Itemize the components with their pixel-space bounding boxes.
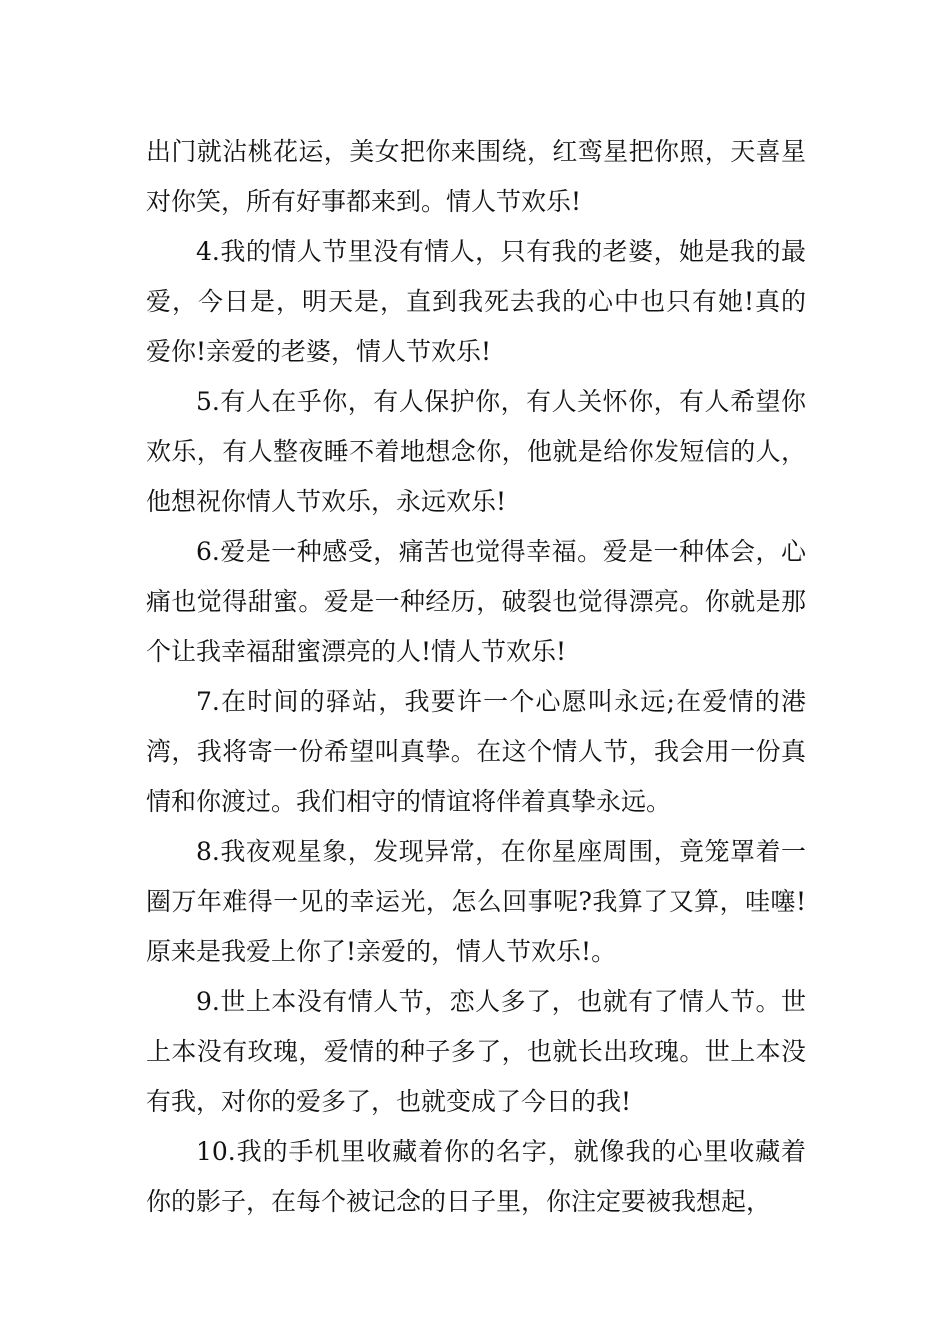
paragraph-item-6: 6.爱是一种感受，痛苦也觉得幸福。爱是一种体会，心痛也觉得甜蜜。爱是一种经历，破裂也觉得漂亮。你就是那个让我幸福甜蜜漂亮的人!情人节欢乐! (146, 537, 806, 666)
paragraph-item-7: 7.在时间的驿站，我要许一个心愿叫永远;在爱情的港湾，我将寄一份希望叫真挚。在这个情人节，我会用一份真情和你渡过。我们相守的情谊将伴着真挚永远。 (146, 687, 806, 816)
paragraph-item-4: 4.我的情人节里没有情人，只有我的老婆，她是我的最爱，今日是，明天是，直到我死去我的心中也只有她!真的爱你!亲爱的老婆，情人节欢乐! (146, 237, 806, 366)
paragraph-item-5: 5.有人在乎你，有人保护你，有人关怀你，有人希望你欢乐，有人整夜睡不着地想念你，他就是给你发短信的人，他想祝你情人节欢乐，永远欢乐! (146, 387, 806, 516)
document-body (146, 127, 806, 1227)
paragraph-item-8: 8.我夜观星象，发现异常，在你星座周围，竟笼罩着一圈万年难得一见的幸运光，怎么回事呢?我算了又算，哇噻!原来是我爱上你了!亲爱的，情人节欢乐!。 (146, 837, 806, 966)
paragraph-item-10: 10.我的手机里收藏着你的名字，就像我的心里收藏着你的影子，在每个被记念的日子里，你注定要被我想起， (146, 1137, 806, 1216)
paragraph-continuation: 出门就沾桃花运，美女把你来围绕，红鸾星把你照，天喜星对你笑，所有好事都来到。情人节欢乐! (146, 137, 806, 216)
paragraph-item-9: 9.世上本没有情人节，恋人多了，也就有了情人节。世上本没有玫瑰，爱情的种子多了，也就长出玫瑰。世上本没有我，对你的爱多了，也就变成了今日的我! (146, 987, 806, 1116)
